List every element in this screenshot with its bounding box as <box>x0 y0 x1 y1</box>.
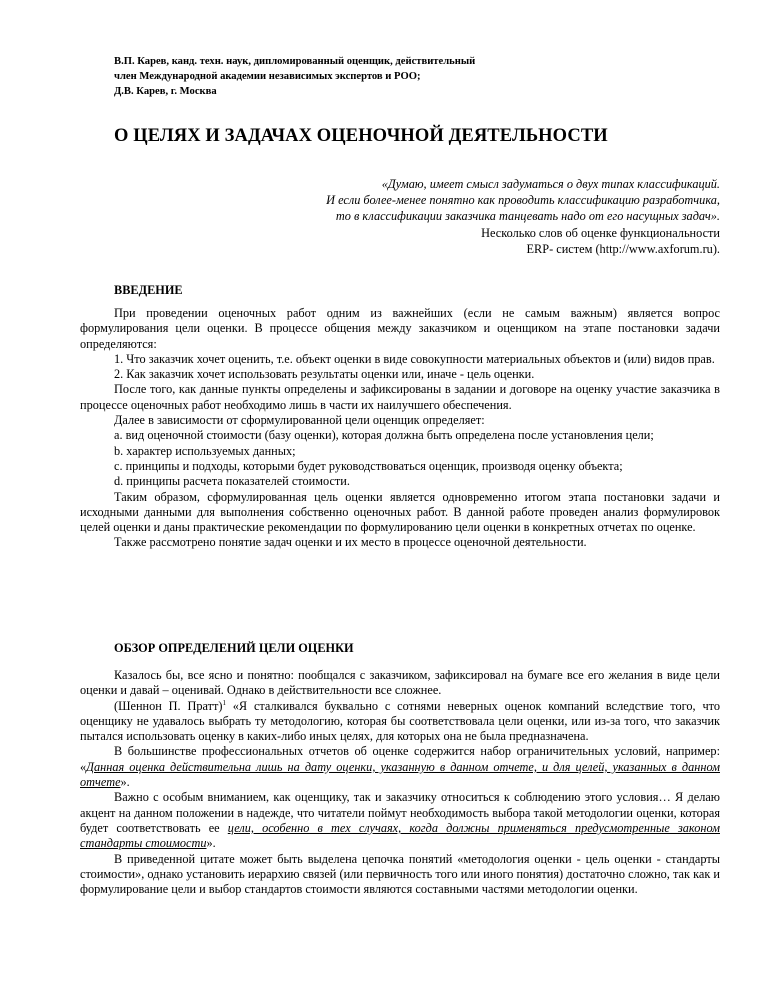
authors-block <box>114 54 475 99</box>
author-line: член Международной академии независимых экспертов и РОО; <box>114 71 421 82</box>
section-heading-intro: ВВЕДЕНИЕ <box>114 283 183 297</box>
paragraph <box>80 744 720 790</box>
paragraph: Далее в зависимости от сформулированной цели оценщик определяет: <box>114 413 485 428</box>
list-item: b. характер используемых данных; <box>114 443 296 458</box>
intro-body <box>80 306 720 551</box>
paragraph: Казалось бы, все ясно и понятно: пообщался с заказчиком, зафиксировал на бумаге все его желания в виде цели оценки и давай – оценивай. Однако в действительности все сложнее. <box>80 668 720 698</box>
section-heading-review: ОБЗОР ОПРЕДЕЛЕНИЙ ЦЕЛИ ОЦЕНКИ <box>114 641 354 655</box>
text-span: ». <box>120 775 130 790</box>
paragraph <box>80 790 720 851</box>
list-item: 2. Как заказчик хочет использовать результаты оценки или, иначе - цель оценки. <box>114 367 535 382</box>
list-item: c. принципы и подходы, которыми будет руководствоваться оценщик, производя оценку объекта; <box>114 458 623 473</box>
epigraph-source-line: Несколько слов об оценке функциональности <box>481 225 720 240</box>
paragraph <box>80 699 720 745</box>
paragraph: Таким образом, сформулированная цель оценки является одновременно итогом этапа постановки задачи и исходными данными для выполнения собственно оценочных работ. В данной работе проведен анализ формулировок целей оценки и даны практические рекомендации по формулированию цели оценки в конкретных отчетах по оценке. <box>80 489 720 535</box>
author-line: В.П. Карев, канд. техн. наук, дипломированный оценщик, действительный <box>114 56 476 67</box>
epigraph-quote-line: И если более-менее понятно как проводить классификацию разработчика, <box>326 193 720 208</box>
text-span: В большинстве профессиональных отчетов об оценке содержится набор ограничительных условий, например: « <box>80 744 720 774</box>
page-title: О ЦЕЛЯХ И ЗАДАЧАХ ОЦЕНОЧНОЙ ДЕЯТЕЛЬНОСТИ <box>114 126 608 146</box>
paragraph: Также рассмотрено понятие задач оценки и их место в процессе оценочной деятельности. <box>114 535 587 550</box>
underlined-quote: цели, особенно в тех случаях, когда должны применяться предусмотренные законом стандарты стоимости <box>80 820 720 851</box>
epigraph-quote-line: «Думаю, имеет смысл задуматься о двух типах классификаций. <box>381 177 720 191</box>
citation-author: (Шеннон П. Пратт) <box>114 698 223 713</box>
epigraph-source-line: ERP- систем (http://www.axforum.ru). <box>526 241 720 256</box>
epigraph <box>326 176 720 257</box>
author-line: Д.В. Карев, г. Москва <box>114 86 217 97</box>
underlined-quote: Данная оценка действительна лишь на дату оценки, указанную в данном отчете, и для целей, указанных в данном отчете <box>80 759 720 790</box>
footnote-ref[interactable]: 1 <box>222 698 226 707</box>
paragraph: После того, как данные пункты определены и зафиксированы в задании и договоре на оценку участие заказчика в процессе оценочных работ необходимо лишь в части их наилучшего обеспечения. <box>80 382 720 412</box>
quote-text: «Я сталкивался буквально с сотнями неверных оценок компаний вследствие того, что оценщику не удавалось выбрать ту методологию, которая бы соответствовала цели оценки, или из-за того, что заказчик пытался использовать оценку в каких-либо иных целях, для которых она не была предназначена. <box>80 698 720 744</box>
review-body <box>80 668 720 897</box>
paragraph: В приведенной цитате может быть выделена цепочка понятий «методология оценки - цель оценки - стандарты стоимости», однако установить иерархию связей (или первичность того или иного понятия) достаточно сложно, так как и формулирование цели и выбор стандартов стоимости являются составными частями методологии оценки. <box>80 851 720 897</box>
list-item: a. вид оценочной стоимости (базу оценки), которая должна быть определена после установления цели; <box>114 428 654 443</box>
text-span: ». <box>206 836 216 851</box>
epigraph-quote-line: то в классификации заказчика танцевать надо от его насущных задач». <box>335 209 720 224</box>
paragraph: При проведении оценочных работ одним из важнейших (если не самым важным) является вопрос формулирования цели оценки. В процессе общения между заказчиком и оценщиком на этапе постановки задачи определяются: <box>80 306 720 351</box>
list-item: d. принципы расчета показателей стоимости. <box>114 474 350 489</box>
text-span: Важно с особым вниманием, как оценщику, так и заказчику относиться к соблюдению этого условия… Я делаю акцент на данном положении в надежде, что читатели поймут необходимость выбора такой методологии оценки, которая будет соответствовать ее <box>80 790 720 835</box>
list-item: 1. Что заказчик хочет оценить, т.е. объект оценки в виде совокупности материальных объектов и (или) видов прав. <box>114 351 715 366</box>
